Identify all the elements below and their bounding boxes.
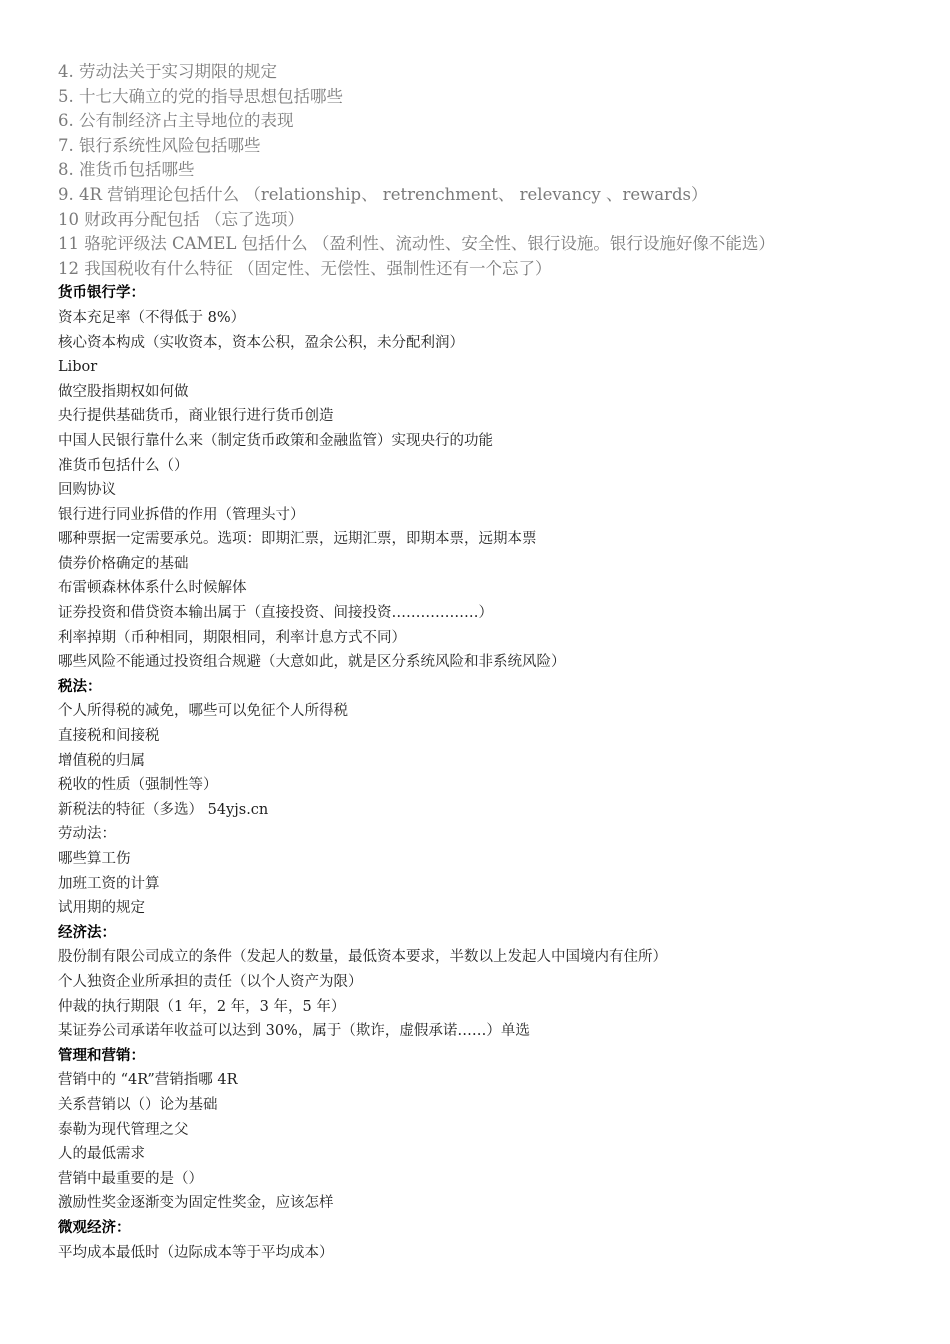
- section-item: 证券投资和借贷资本输出属于（直接投资、间接投资………………）: [58, 605, 493, 622]
- section-heading: 货币银行学：: [58, 285, 145, 302]
- section-item: 布雷顿森林体系什么时候解体: [58, 580, 247, 597]
- section-item: 人的最低需求: [58, 1146, 145, 1163]
- section-item: 关系营销以（）论为基础: [58, 1096, 218, 1113]
- section-item: 加班工资的计算: [58, 875, 160, 892]
- section-tax-law: [58, 675, 928, 921]
- section-heading: 经济法：: [58, 924, 116, 941]
- intro-line: 6. 公有制经济占主导地位的表现: [58, 111, 294, 131]
- section-item: 中国人民银行靠什么来（制定货币政策和金融监管）实现央行的功能: [58, 432, 493, 449]
- section-item: 仲裁的执行期限（1 年，2 年，3 年，5 年）: [58, 998, 346, 1015]
- section-item: 试用期的规定: [58, 900, 145, 917]
- section-item: 税收的性质（强制性等）: [58, 777, 218, 794]
- section-item: 做空股指期权如何做: [58, 383, 189, 400]
- section-item: 哪些算工伤: [58, 851, 131, 867]
- section-item: 利率掉期（币种相同，期限相同，利率计息方式不同）: [58, 629, 406, 646]
- intro-line: 12 我国税收有什么特征 （固定性、无偿性、强制性还有一个忘了）: [58, 258, 552, 278]
- section-item: 某证券公司承诺年收益可以达到 30%，属于（欺诈，虚假承诺……）单选: [58, 1023, 530, 1040]
- section-item: 泰勒为现代管理之父: [58, 1121, 189, 1138]
- section-item: 激励性奖金逐渐变为固定性奖金，应该怎样: [58, 1195, 334, 1212]
- section-item: 央行提供基础货币，商业银行进行货币创造: [58, 408, 334, 425]
- section-item: 新税法的特征（多选） 54yjs.cn: [58, 801, 269, 818]
- section-item: 个人独资企业所承担的责任（以个人资产为限）: [58, 973, 363, 990]
- section-item: 增值税的归属: [58, 752, 145, 769]
- intro-line: 5. 十七大确立的党的指导思想包括哪些: [58, 86, 343, 106]
- intro-line: 9. 4R 营销理论包括什么 （relationship、 retrenchment、 relevancy 、rewards）: [58, 184, 708, 204]
- section-heading: 管理和营销：: [58, 1047, 145, 1064]
- section-item: 营销中的 “4R”营销指哪 4R: [58, 1072, 238, 1089]
- section-heading: 税法：: [58, 678, 102, 695]
- section-item: 营销中最重要的是（）: [58, 1170, 203, 1187]
- section-item: 核心资本构成（实收资本，资本公积，盈余公积，未分配利润）: [58, 334, 464, 351]
- section-item: 哪些风险不能通过投资组合规避（大意如此，就是区分系统风险和非系统风险）: [58, 654, 566, 671]
- section-item: 个人所得税的减免，哪些可以免征个人所得税: [58, 703, 348, 720]
- section-item: 债券价格确定的基础: [58, 555, 189, 572]
- section-management-marketing: [58, 1044, 928, 1216]
- intro-question-list: [58, 60, 928, 281]
- section-item: 资本充足率（不得低于 8%）: [58, 309, 246, 326]
- intro-line: 8. 准货币包括哪些: [58, 160, 195, 180]
- section-item: 准货币包括什么（）: [58, 457, 189, 474]
- section-item: 回购协议: [58, 482, 116, 499]
- section-money-banking: [58, 281, 928, 675]
- section-heading: 微观经济：: [58, 1219, 131, 1236]
- intro-line: 10 财政再分配包括 （忘了选项）: [58, 209, 304, 229]
- section-item: 平均成本最低时（边际成本等于平均成本）: [58, 1244, 334, 1261]
- section-item: Libor: [58, 359, 98, 376]
- intro-line: 7. 银行系统性风险包括哪些: [58, 135, 261, 155]
- section-item: 银行进行同业拆借的作用（管理头寸）: [58, 506, 305, 523]
- section-item: 哪种票据一定需要承兑。选项：即期汇票，远期汇票，即期本票，远期本票: [58, 531, 537, 548]
- document-page: [58, 60, 928, 1265]
- section-economic-law: [58, 921, 928, 1044]
- section-item: 直接税和间接税: [58, 728, 160, 745]
- section-item: 股份制有限公司成立的条件（发起人的数量，最低资本要求，半数以上发起人中国境内有住所）: [58, 949, 667, 966]
- section-microeconomics: [58, 1216, 928, 1265]
- section-item: 劳动法：: [58, 826, 116, 843]
- intro-line: 11 骆驼评级法 CAMEL 包括什么 （盈利性、流动性、安全性、银行设施。银行设施好像不能选）: [58, 234, 775, 254]
- intro-line: 4. 劳动法关于实习期限的规定: [58, 62, 277, 81]
